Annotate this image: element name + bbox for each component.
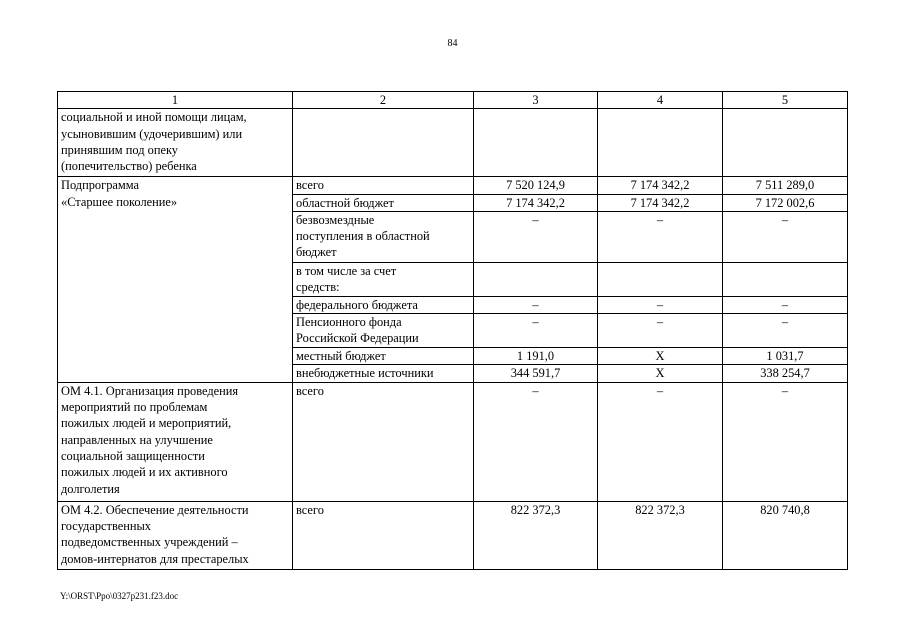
source-cell: всего	[293, 177, 474, 194]
table-row	[58, 109, 848, 177]
value-cell: 822 372,3	[474, 501, 598, 569]
value-cell: 822 372,3	[598, 501, 723, 569]
source-cell: безвозмездные поступления в областной бюджет	[293, 211, 474, 262]
value-cell	[474, 109, 598, 177]
value-cell: 7 174 342,2	[598, 177, 723, 194]
source-cell: внебюджетные источники	[293, 365, 474, 382]
value-cell: Х	[598, 348, 723, 365]
value-cell: –	[474, 382, 598, 501]
value-cell: Х	[598, 365, 723, 382]
header-cell: 4	[598, 92, 723, 109]
table-row	[58, 177, 848, 194]
value-cell	[598, 109, 723, 177]
budget-table	[57, 91, 848, 570]
value-cell: 338 254,7	[723, 365, 848, 382]
value-cell	[598, 262, 723, 296]
value-cell	[723, 262, 848, 296]
value-cell: –	[723, 314, 848, 348]
value-cell: 1 191,0	[474, 348, 598, 365]
value-cell: –	[474, 211, 598, 262]
header-cell: 1	[58, 92, 293, 109]
row-label-cell: социальной и иной помощи лицам, усыновившим (удочерившим) или принявшим под опеку (попечительство) ребенка	[58, 109, 293, 177]
value-cell: –	[723, 382, 848, 501]
value-cell	[723, 109, 848, 177]
value-cell: –	[598, 314, 723, 348]
value-cell: 1 031,7	[723, 348, 848, 365]
source-cell: в том числе за счет средств:	[293, 262, 474, 296]
value-cell: 7 511 289,0	[723, 177, 848, 194]
table-row	[58, 501, 848, 569]
value-cell: 7 174 342,2	[598, 194, 723, 211]
value-cell: 820 740,8	[723, 501, 848, 569]
value-cell: 344 591,7	[474, 365, 598, 382]
value-cell: –	[474, 314, 598, 348]
value-cell: –	[598, 211, 723, 262]
value-cell: –	[723, 296, 848, 313]
value-cell	[474, 262, 598, 296]
value-cell: 7 174 342,2	[474, 194, 598, 211]
value-cell: –	[474, 296, 598, 313]
source-cell: всего	[293, 382, 474, 501]
header-cell: 2	[293, 92, 474, 109]
source-cell	[293, 109, 474, 177]
value-cell: –	[723, 211, 848, 262]
source-cell: местный бюджет	[293, 348, 474, 365]
source-cell: Пенсионного фонда Российской Федерации	[293, 314, 474, 348]
source-cell: всего	[293, 501, 474, 569]
row-label-cell: ОМ 4.1. Организация проведения мероприятий по проблемам пожилых людей и мероприятий, направленных на улучшение социальной защищенности пожилых людей и их активного долголетия	[58, 382, 293, 501]
source-cell: областной бюджет	[293, 194, 474, 211]
row-label-cell: Подпрограмма «Старшее поколение»	[58, 177, 293, 382]
row-label-cell: ОМ 4.2. Обеспечение деятельности государственных подведомственных учреждений – домов-интернатов для престарелых	[58, 501, 293, 569]
header-cell: 5	[723, 92, 848, 109]
page-number: 84	[447, 38, 458, 49]
value-cell: 7 520 124,9	[474, 177, 598, 194]
table-header-row	[58, 92, 848, 109]
value-cell: 7 172 002,6	[723, 194, 848, 211]
table-row	[58, 382, 848, 501]
value-cell: –	[598, 382, 723, 501]
footer-file-path: Y:\ORST\Ppo\0327p231.f23.doc	[60, 591, 179, 601]
source-cell: федерального бюджета	[293, 296, 474, 313]
value-cell: –	[598, 296, 723, 313]
header-cell: 3	[474, 92, 598, 109]
